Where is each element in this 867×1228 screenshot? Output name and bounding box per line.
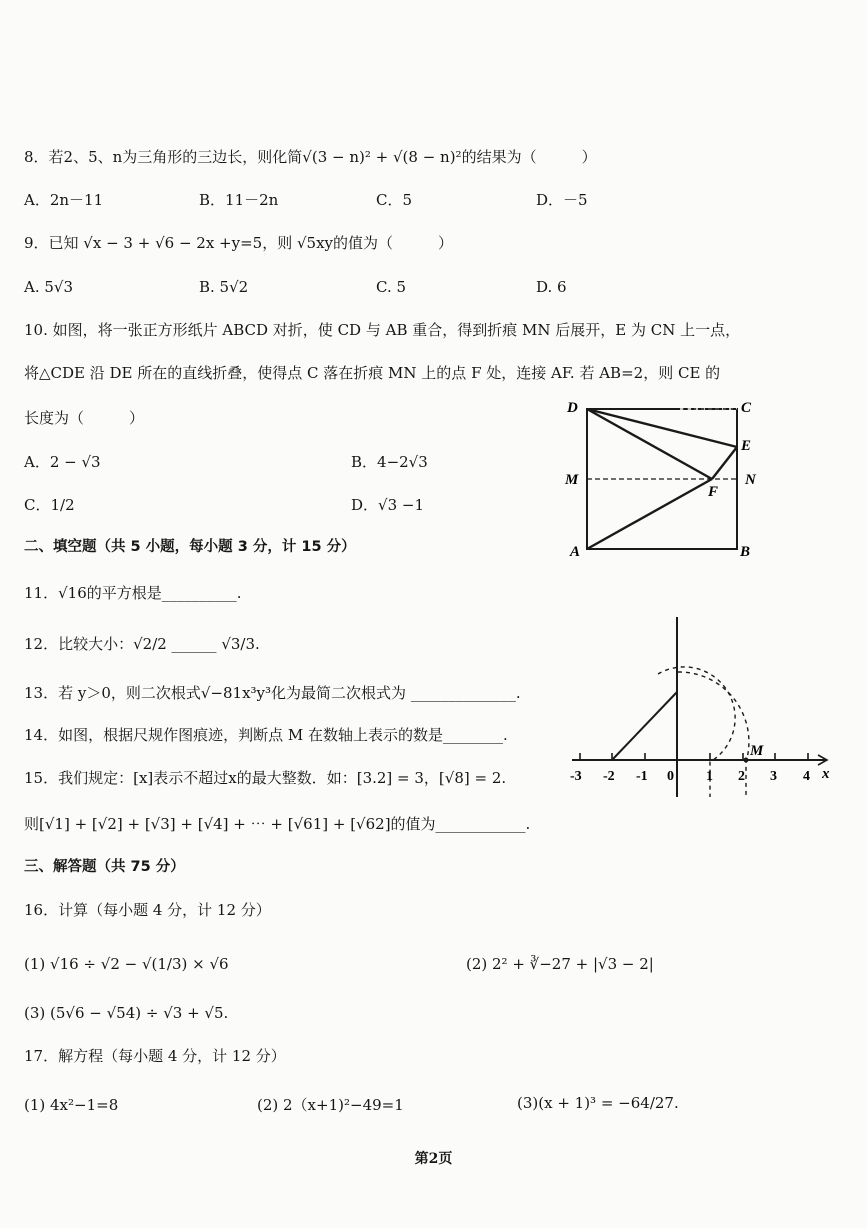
q17-part2: (2) 2（x+1)²−49=1 bbox=[257, 1096, 404, 1114]
q8-option-c: C．5 bbox=[376, 191, 413, 209]
label-m: M bbox=[565, 472, 579, 488]
label-a: A bbox=[570, 544, 581, 560]
q13: 13．若 y＞0，则二次根式√−81x³y³化为最简二次根式为 ______________. bbox=[24, 684, 521, 702]
q8-option-a: A．2n－11 bbox=[24, 191, 104, 209]
q9-option-d: D. 6 bbox=[536, 278, 567, 296]
label-e: E bbox=[741, 438, 752, 454]
q10-option-a: A．2 − √3 bbox=[24, 453, 101, 471]
q9-option-c: C. 5 bbox=[376, 278, 407, 296]
q10-stem-line2: 将△CDE 沿 DE 所在的直线折叠，使得点 C 落在折痕 MN 上的点 F 处，连接 AF. 若 AB=2，则 CE 的 bbox=[24, 364, 721, 382]
q12: 12．比较大小：√2/2 ______ √3/3. bbox=[24, 635, 260, 653]
q9-stem: 9．已知 √x − 3 + √6 − 2x +y=5，则 √5xy的值为（ ） bbox=[24, 234, 454, 252]
tick-label-3: 3 bbox=[770, 769, 777, 784]
label-f: F bbox=[708, 484, 719, 500]
q10-stem-line3: 长度为（ ） bbox=[24, 409, 145, 427]
q16-part2: (2) 2² + ∛−27 + |√3 − 2| bbox=[466, 955, 654, 973]
q16-part3: (3) (5√6 − √54) ÷ √3 + √5. bbox=[24, 1004, 229, 1022]
q11: 11．√16的平方根是__________. bbox=[24, 584, 242, 602]
tick-label-1: 1 bbox=[706, 769, 713, 784]
page-number: 第2页 bbox=[414, 1151, 453, 1167]
point-m-dot bbox=[744, 758, 749, 763]
tick-label-minus-1: -1 bbox=[636, 769, 648, 784]
label-d: D bbox=[567, 400, 578, 416]
tick-label-2: 2 bbox=[738, 769, 745, 784]
hypotenuse-segment bbox=[612, 692, 677, 760]
tick-label-0: 0 bbox=[667, 769, 674, 784]
q14-numberline-figure bbox=[560, 612, 840, 817]
q15-line1: 15．我们规定：[x]表示不超过x的最大整数．如：[3.2] = 3，[√8] = 2. bbox=[24, 769, 507, 787]
q9-option-b: B. 5√2 bbox=[199, 278, 249, 296]
q10-option-b: B．4−2√3 bbox=[351, 453, 428, 471]
q17-title: 17．解方程（每小题 4 分，计 12 分） bbox=[24, 1047, 286, 1065]
segment-de bbox=[587, 409, 737, 447]
label-b: B bbox=[740, 544, 751, 560]
q10-option-c: C．1/2 bbox=[24, 496, 75, 514]
q10-square-figure bbox=[560, 392, 770, 567]
q8-option-b: B．11－2n bbox=[199, 191, 279, 209]
q14: 14．如图，根据尺规作图痕迹，判断点 M 在数轴上表示的数是________. bbox=[24, 726, 508, 744]
segment-af bbox=[587, 479, 712, 549]
section2-title: 二、填空题（共 5 小题，每小题 3 分，计 15 分） bbox=[24, 539, 356, 555]
axis-label-x: x bbox=[822, 766, 830, 782]
q16-title: 16．计算（每小题 4 分，计 12 分） bbox=[24, 901, 271, 919]
q15-line2: 则[√1] + [√2] + [√3] + [√4] + ⋯ + [√61] + [√62]的值为____________. bbox=[24, 815, 531, 833]
q9-option-a: A. 5√3 bbox=[24, 278, 74, 296]
q10-option-d: D．√3 −1 bbox=[351, 496, 425, 514]
tick-label-minus-2: -2 bbox=[603, 769, 615, 784]
q17-part3: (3)(x + 1)³ = −64/27. bbox=[517, 1094, 679, 1112]
q8-option-d: D．－5 bbox=[536, 191, 588, 209]
tick-label-minus-3: -3 bbox=[570, 769, 582, 784]
q10-stem-line1: 10. 如图，将一张正方形纸片 ABCD 对折，使 CD 与 AB 重合，得到折痕 MN 后展开，E 为 CN 上一点， bbox=[24, 321, 741, 339]
point-m-label: M bbox=[750, 743, 764, 759]
tick-label-4: 4 bbox=[803, 769, 810, 784]
section3-title: 三、解答题（共 75 分） bbox=[24, 859, 185, 875]
q8-stem: 8．若2、5、n为三角形的三边长，则化简√(3 − n)² + √(8 − n)²的结果为（ ） bbox=[24, 148, 597, 166]
segment-fe bbox=[712, 447, 737, 479]
q16-part1: (1) √16 ÷ √2 − √(1/3) × √6 bbox=[24, 955, 229, 973]
label-c: C bbox=[741, 400, 752, 416]
segment-df bbox=[587, 409, 712, 479]
label-n: N bbox=[745, 472, 756, 488]
q17-part1: (1) 4x²−1=8 bbox=[24, 1096, 119, 1114]
